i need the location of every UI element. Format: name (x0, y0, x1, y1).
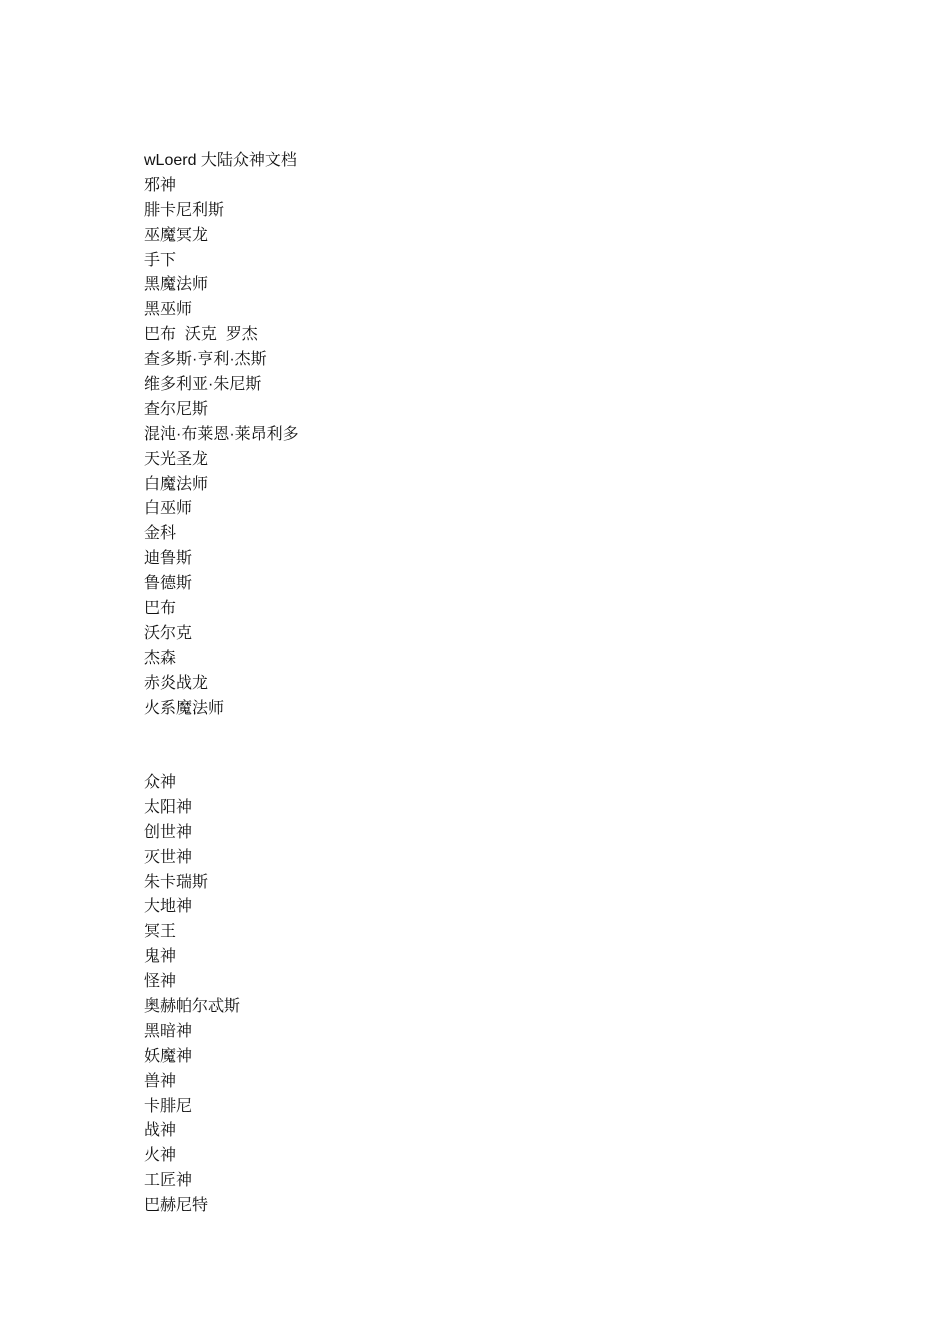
text-line: 火系魔法师 (144, 699, 225, 717)
text-line: 妖魔神 (144, 1047, 193, 1065)
text-line: 巴赫尼特 (144, 1197, 209, 1215)
text-line: 灭世神 (144, 848, 193, 866)
section-heading: 众神 (144, 774, 177, 791)
text-line: 战神 (144, 1122, 177, 1140)
text-line: 沃尔克 (144, 624, 193, 642)
text-line: 大地神 (144, 898, 193, 916)
text-line: 白魔法师 (144, 475, 209, 493)
text-line: 迪鲁斯 (144, 550, 193, 568)
text-line: 冥王 (144, 923, 177, 941)
text-line: 工匠神 (144, 1172, 193, 1190)
text-line: 巴布 沃克 罗杰 (144, 326, 258, 344)
text-line: 鬼神 (144, 948, 177, 966)
text-line: 怪神 (144, 973, 177, 991)
text-line: 创世神 (144, 823, 193, 841)
text-line: 手下 (144, 251, 177, 269)
text-line: 查多斯·亨利·杰斯 (144, 351, 267, 369)
text-line: 兽神 (144, 1072, 177, 1090)
text-line: 天光圣龙 (144, 450, 209, 468)
text-line: 金科 (144, 525, 177, 543)
text-line: 混沌·布莱恩·莱昂利多 (144, 425, 299, 443)
text-line: 朱卡瑞斯 (144, 873, 209, 891)
text-line: 太阳神 (144, 798, 193, 816)
text-line: 腓卡尼利斯 (144, 201, 225, 219)
villains-section (144, 149, 844, 721)
text-line: 赤炎战龙 (144, 674, 209, 692)
document-title: wLoerd 大陆众神文档 (144, 152, 297, 169)
text-line: 奥赫帕尔忒斯 (144, 998, 241, 1016)
text-line: 黑巫师 (144, 301, 193, 319)
text-line: 查尔尼斯 (144, 400, 209, 418)
gods-section (144, 771, 844, 1219)
text-line: 黑暗神 (144, 1022, 193, 1040)
text-line: 杰森 (144, 649, 177, 667)
text-line: 火神 (144, 1147, 177, 1165)
text-line: 邪神 (144, 176, 177, 194)
text-line: 白巫师 (144, 500, 193, 518)
text-line: 黑魔法师 (144, 276, 209, 294)
text-line: 巴布 (144, 600, 177, 618)
text-line: 卡腓尼 (144, 1097, 193, 1115)
text-line: 巫魔冥龙 (144, 226, 209, 244)
text-line: 鲁德斯 (144, 575, 193, 593)
text-line: 维多利亚·朱尼斯 (144, 376, 262, 394)
